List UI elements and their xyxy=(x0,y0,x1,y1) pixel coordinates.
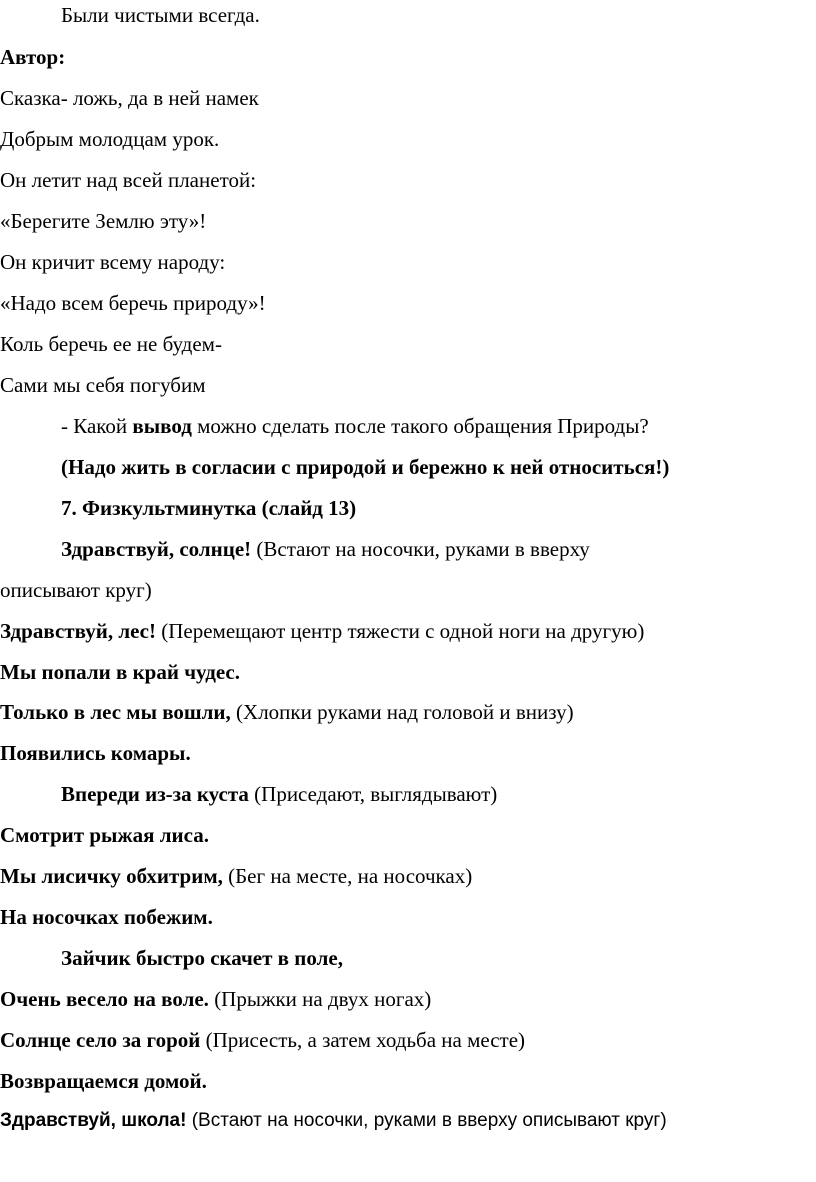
exercise-verse-line: Смотрит рыжая лиса. xyxy=(0,823,209,847)
exercise-instruction: (Встают на носочки, руками в вверху описывают круг) xyxy=(186,1110,667,1131)
exercise-verse-line: На носочках побежим. xyxy=(0,905,213,929)
poem-line: Сами мы себя погубим xyxy=(0,373,206,397)
exercise-line xyxy=(61,774,497,814)
exercise-verse: Впереди из-за куста xyxy=(61,782,249,806)
exercise-instruction: (Прыжки на двух ногах) xyxy=(208,987,432,1011)
speaker-label: Автор: xyxy=(0,45,66,69)
poem-line: «Надо всем беречь природу»! xyxy=(0,291,266,315)
exercise-instruction: (Приседают, выглядывают) xyxy=(248,782,498,806)
exercise-verse: Здравствуй, школа! xyxy=(0,1110,187,1131)
poem-line: Коль беречь ее не будем- xyxy=(0,332,222,356)
exercise-line xyxy=(0,692,574,732)
exercise-verse: Здравствуй, лес! xyxy=(0,619,156,643)
exercise-verse: Солнце село за горой xyxy=(0,1028,201,1052)
exercise-instruction: (Встают на носочки, руками в вверху xyxy=(251,537,590,561)
exercise-instruction: (Перемещают центр тяжести с одной ноги на другую) xyxy=(156,619,645,643)
exercise-line xyxy=(0,1101,667,1141)
exercise-line xyxy=(0,1020,525,1060)
question-keyword: вывод xyxy=(132,414,192,438)
exercise-instruction-continued: описывают круг) xyxy=(0,578,152,602)
poem-line: «Берегите Землю эту»! xyxy=(0,209,207,233)
poem-line: Он кричит всему народу: xyxy=(0,250,226,274)
exercise-line xyxy=(0,611,644,651)
exercise-line xyxy=(61,529,590,569)
poem-line: Добрым молодцам урок. xyxy=(0,127,220,151)
exercise-line xyxy=(0,979,431,1019)
question-suffix: можно сделать после такого обращения Природы? xyxy=(191,414,649,438)
question-line xyxy=(61,406,649,446)
poem-line: Он летит над всей планетой: xyxy=(0,168,257,192)
exercise-verse: Очень весело на воле. xyxy=(0,987,209,1011)
section-heading: 7. Физкультминутка (слайд 13) xyxy=(61,496,357,520)
exercise-verse: Здравствуй, солнце! xyxy=(61,537,252,561)
exercise-verse: Мы лисичку обхитрим, xyxy=(0,864,223,888)
exercise-verse-line: Появились комары. xyxy=(0,741,191,765)
exercise-line xyxy=(0,856,472,896)
answer-line: (Надо жить в согласии с природой и бережно к ней относиться!) xyxy=(61,455,670,479)
exercise-verse-line: Мы попали в край чудес. xyxy=(0,660,240,684)
question-prefix: - Какой xyxy=(61,414,133,438)
exercise-verse: Только в лес мы вошли, xyxy=(0,700,231,724)
poem-line: Сказка- ложь, да в ней намек xyxy=(0,86,259,110)
exercise-instruction: (Хлопки руками над головой и внизу) xyxy=(230,700,574,724)
exercise-verse-line: Зайчик быстро скачет в поле, xyxy=(61,946,343,970)
exercise-instruction: (Присесть, а затем ходьба на месте) xyxy=(200,1028,526,1052)
exercise-verse-line: Возвращаемся домой. xyxy=(0,1069,207,1093)
text-line: Были чистыми всегда. xyxy=(61,3,260,27)
exercise-instruction: (Бег на месте, на носочках) xyxy=(222,864,473,888)
